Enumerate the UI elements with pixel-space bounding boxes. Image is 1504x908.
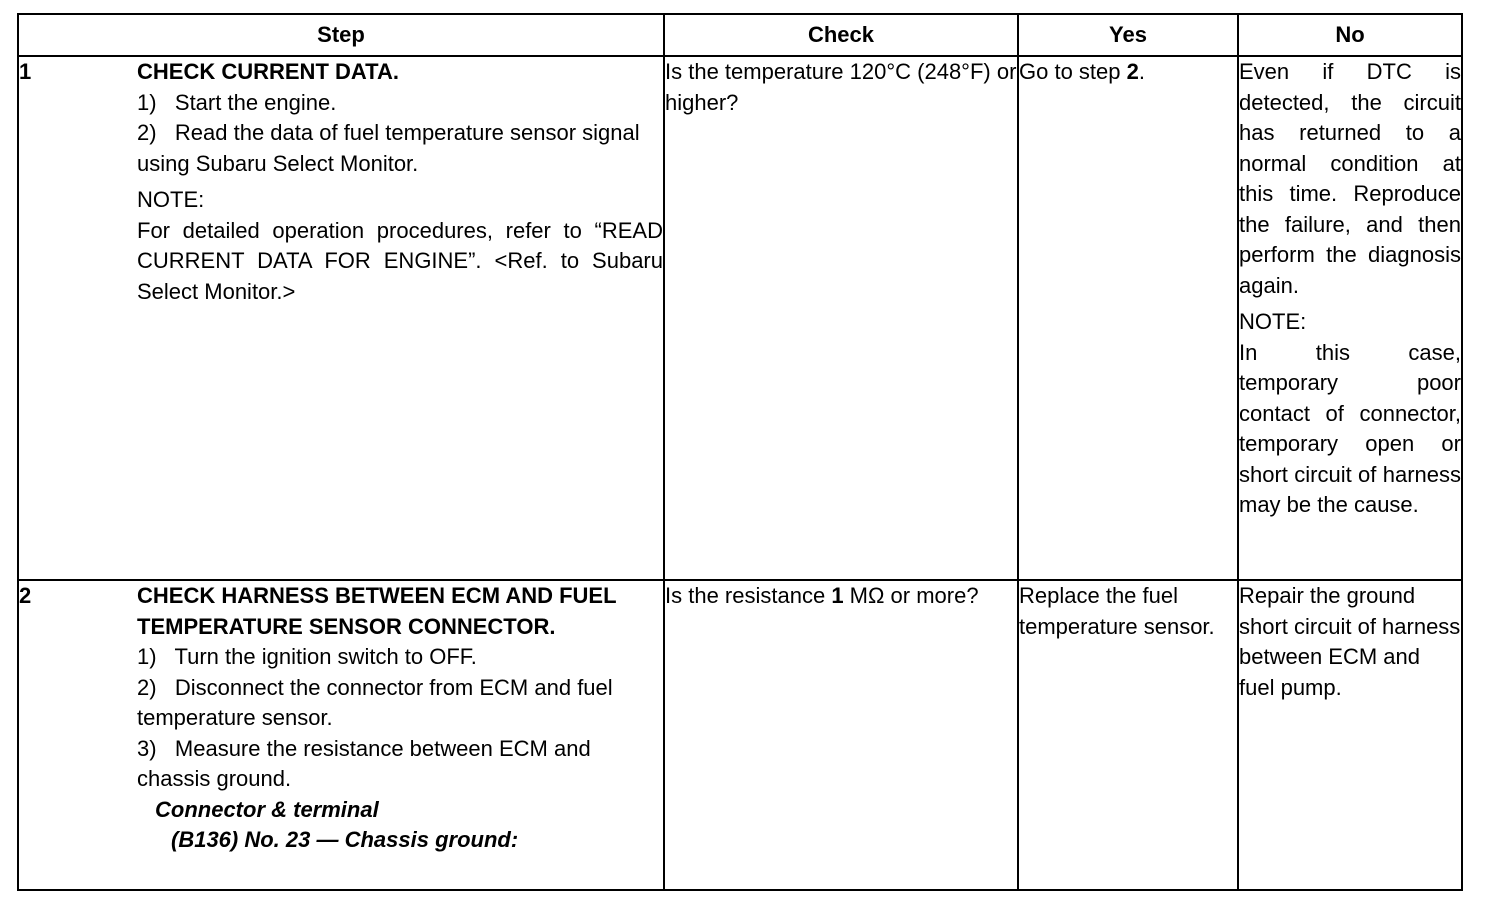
no-cell [1238,56,1462,580]
yes-cell [1018,56,1238,580]
no-note-label: NOTE: [1239,309,1307,334]
procedure-item: 1) Turn the ignition switch to OFF. [137,644,477,669]
step-cell [18,56,664,580]
connector-value: (B136) No. 23 — Chassis ground: [171,827,519,852]
table-row [18,580,1462,890]
header-step: Step [18,14,664,56]
yes-text: Replace the fuel temperature sensor. [1019,583,1215,639]
no-text: Repair the ground short circuit of harness between ECM and fuel pump. [1239,583,1461,700]
yes-step-ref: 2 [1126,59,1139,84]
yes-prefix: Go to step [1019,59,1127,84]
procedure-item: 3) Measure the resistance between ECM and chassis ground. [137,735,591,791]
header-check: Check [664,14,1018,56]
yes-text [1019,57,1237,88]
procedure-item: 1) Start the engine. [137,89,337,115]
yes-cell [1018,580,1238,890]
step-title: CHECK HARNESS BETWEEN ECM AND FUEL TEMPERATURE SENSOR CONNECTOR. [137,583,617,639]
note-text: For detailed operation procedures, refer to “READ CURRENT DATA FOR ENGINE”. <Ref. to Subaru Select Monitor.> [137,217,663,304]
connector-label: Connector & terminal [155,796,379,822]
procedure-item: 2) Disconnect the connector from ECM and fuel temperature sensor. [137,674,613,730]
check-suffix: MΩ or more? [843,583,979,608]
check-cell [664,56,1018,580]
check-value: 1 [831,583,844,608]
no-note-text: In this case, temporary poor contact of connector, temporary open or short circuit of harness may be the cause. [1239,339,1461,517]
header-yes: Yes [1018,14,1238,56]
table-row [18,56,1462,580]
step-number: 1 [19,59,32,84]
yes-suffix: . [1138,59,1145,84]
step-cell [18,580,664,890]
diagnostic-table [17,13,1463,891]
check-text: Is the temperature 120°C (248°F) or higher? [665,59,1017,115]
procedure-item: 2) Read the data of fuel temperature sensor signal using Subaru Select Monitor. [137,120,640,176]
no-cell [1238,580,1462,890]
check-prefix: Is the resistance [665,583,832,608]
table-header-row [18,14,1462,56]
check-text [665,581,1017,612]
note-label: NOTE: [137,187,205,212]
check-cell [664,580,1018,890]
no-text: Even if DTC is detected, the circuit has returned to a normal condition at this time. Reproduce the failure, and then perform the diagnosis again. [1239,59,1461,298]
step-number: 2 [19,583,32,608]
step-title: CHECK CURRENT DATA. [137,59,399,84]
header-no: No [1238,14,1462,56]
